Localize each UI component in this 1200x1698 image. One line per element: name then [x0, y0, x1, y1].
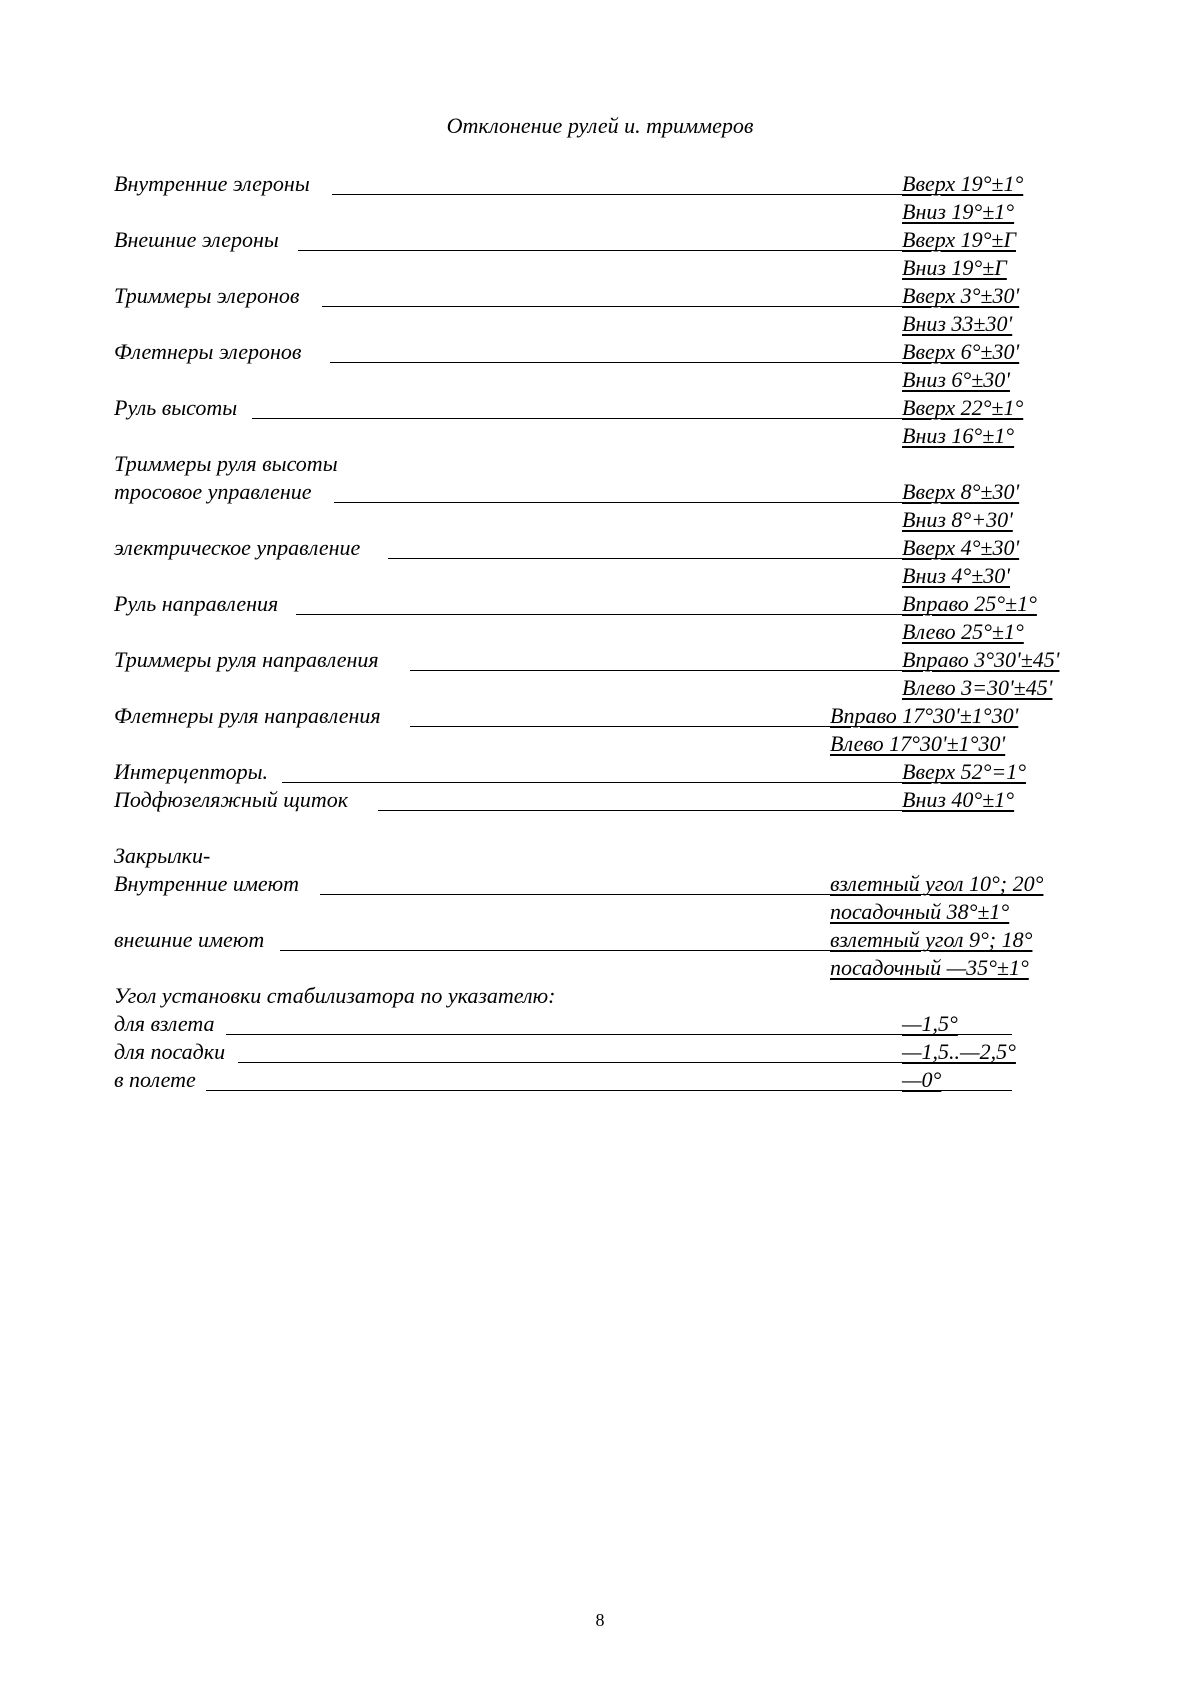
row-label: Триммеры руля высоты	[114, 451, 338, 476]
row-value: —1,5..—2,5°	[902, 1039, 1016, 1064]
row-label: Руль высоты	[114, 395, 238, 420]
row-value: Вниз 8°+30'	[902, 507, 1013, 532]
row-value: посадочный —35°±1°	[830, 955, 1029, 980]
row-value: Вверх 52°=1°	[902, 759, 1027, 784]
leader-line	[238, 1062, 1012, 1063]
leader-line	[252, 418, 1012, 419]
row-label: Флетнеры руля направления	[114, 703, 381, 728]
page-number: 8	[595, 1610, 605, 1630]
row-value: Влево 25°±1°	[902, 619, 1024, 644]
row-value: Вниз 6°±30'	[902, 367, 1011, 392]
row-label: Триммеры элеронов	[114, 283, 300, 308]
row-label: для посадки	[114, 1039, 226, 1064]
row-value: Вверх 22°±1°	[902, 395, 1024, 420]
row-label: Угол установки стабилизатора по указателю:	[114, 983, 556, 1008]
row-label: Подфюзеляжный щиток	[114, 787, 349, 812]
row-value: Вверх 8°±30'	[902, 479, 1020, 504]
row-value: взлетный угол 10°; 20°	[830, 871, 1044, 896]
row-label: для взлета	[114, 1011, 215, 1036]
leader-line	[206, 1090, 1012, 1091]
row-value: Вниз 16°±1°	[902, 423, 1015, 448]
row-value: Влево 17°30'±1°30'	[830, 731, 1006, 756]
row-value: Вверх 19°±Г	[902, 227, 1016, 252]
row-value: Вниз 19°±1°	[902, 199, 1015, 224]
row-value: Вверх 3°±30'	[902, 283, 1020, 308]
row-label: Внешние элероны	[114, 227, 279, 252]
row-label: Триммеры руля направления	[114, 647, 379, 672]
row-value: —0°	[902, 1067, 942, 1092]
row-value: Вправо 17°30'±1°30'	[830, 703, 1019, 728]
row-value: Вверх 19°±1°	[902, 171, 1024, 196]
row-value: Вниз 4°±30'	[902, 563, 1011, 588]
row-label: Руль направления	[114, 591, 279, 616]
leader-line	[226, 1034, 1012, 1035]
row-value: Вверх 4°±30'	[902, 535, 1020, 560]
row-value: взлетный угол 9°; 18°	[830, 927, 1033, 952]
row-value: Вверх 6°±30'	[902, 339, 1020, 364]
page-title: Отклонение рулей и. триммеров	[446, 113, 754, 138]
row-label: электрическое управление	[114, 535, 361, 560]
row-value: посадочный 38°±1°	[830, 899, 1010, 924]
row-value: Вправо 25°±1°	[902, 591, 1037, 616]
row-label: Флетнеры элеронов	[114, 339, 302, 364]
row-label: Закрылки-	[114, 843, 211, 868]
row-value: Вниз 33±30'	[902, 311, 1013, 336]
row-label: Интерцепторы.	[114, 759, 269, 784]
row-value: Вправо 3°30'±45'	[902, 647, 1060, 672]
row-value: Вниз 19°±Г	[902, 255, 1007, 280]
row-value: Вниз 40°±1°	[902, 787, 1015, 812]
row-label: внешние имеют	[114, 927, 265, 952]
row-value: Влево 3=30'±45'	[902, 675, 1053, 700]
row-label: Внутренние элероны	[114, 171, 310, 196]
row-label: тросовое управление	[114, 479, 312, 504]
row-label: в полете	[114, 1067, 196, 1092]
row-label: Внутренние имеют	[114, 871, 300, 896]
row-value: —1,5°	[902, 1011, 958, 1036]
